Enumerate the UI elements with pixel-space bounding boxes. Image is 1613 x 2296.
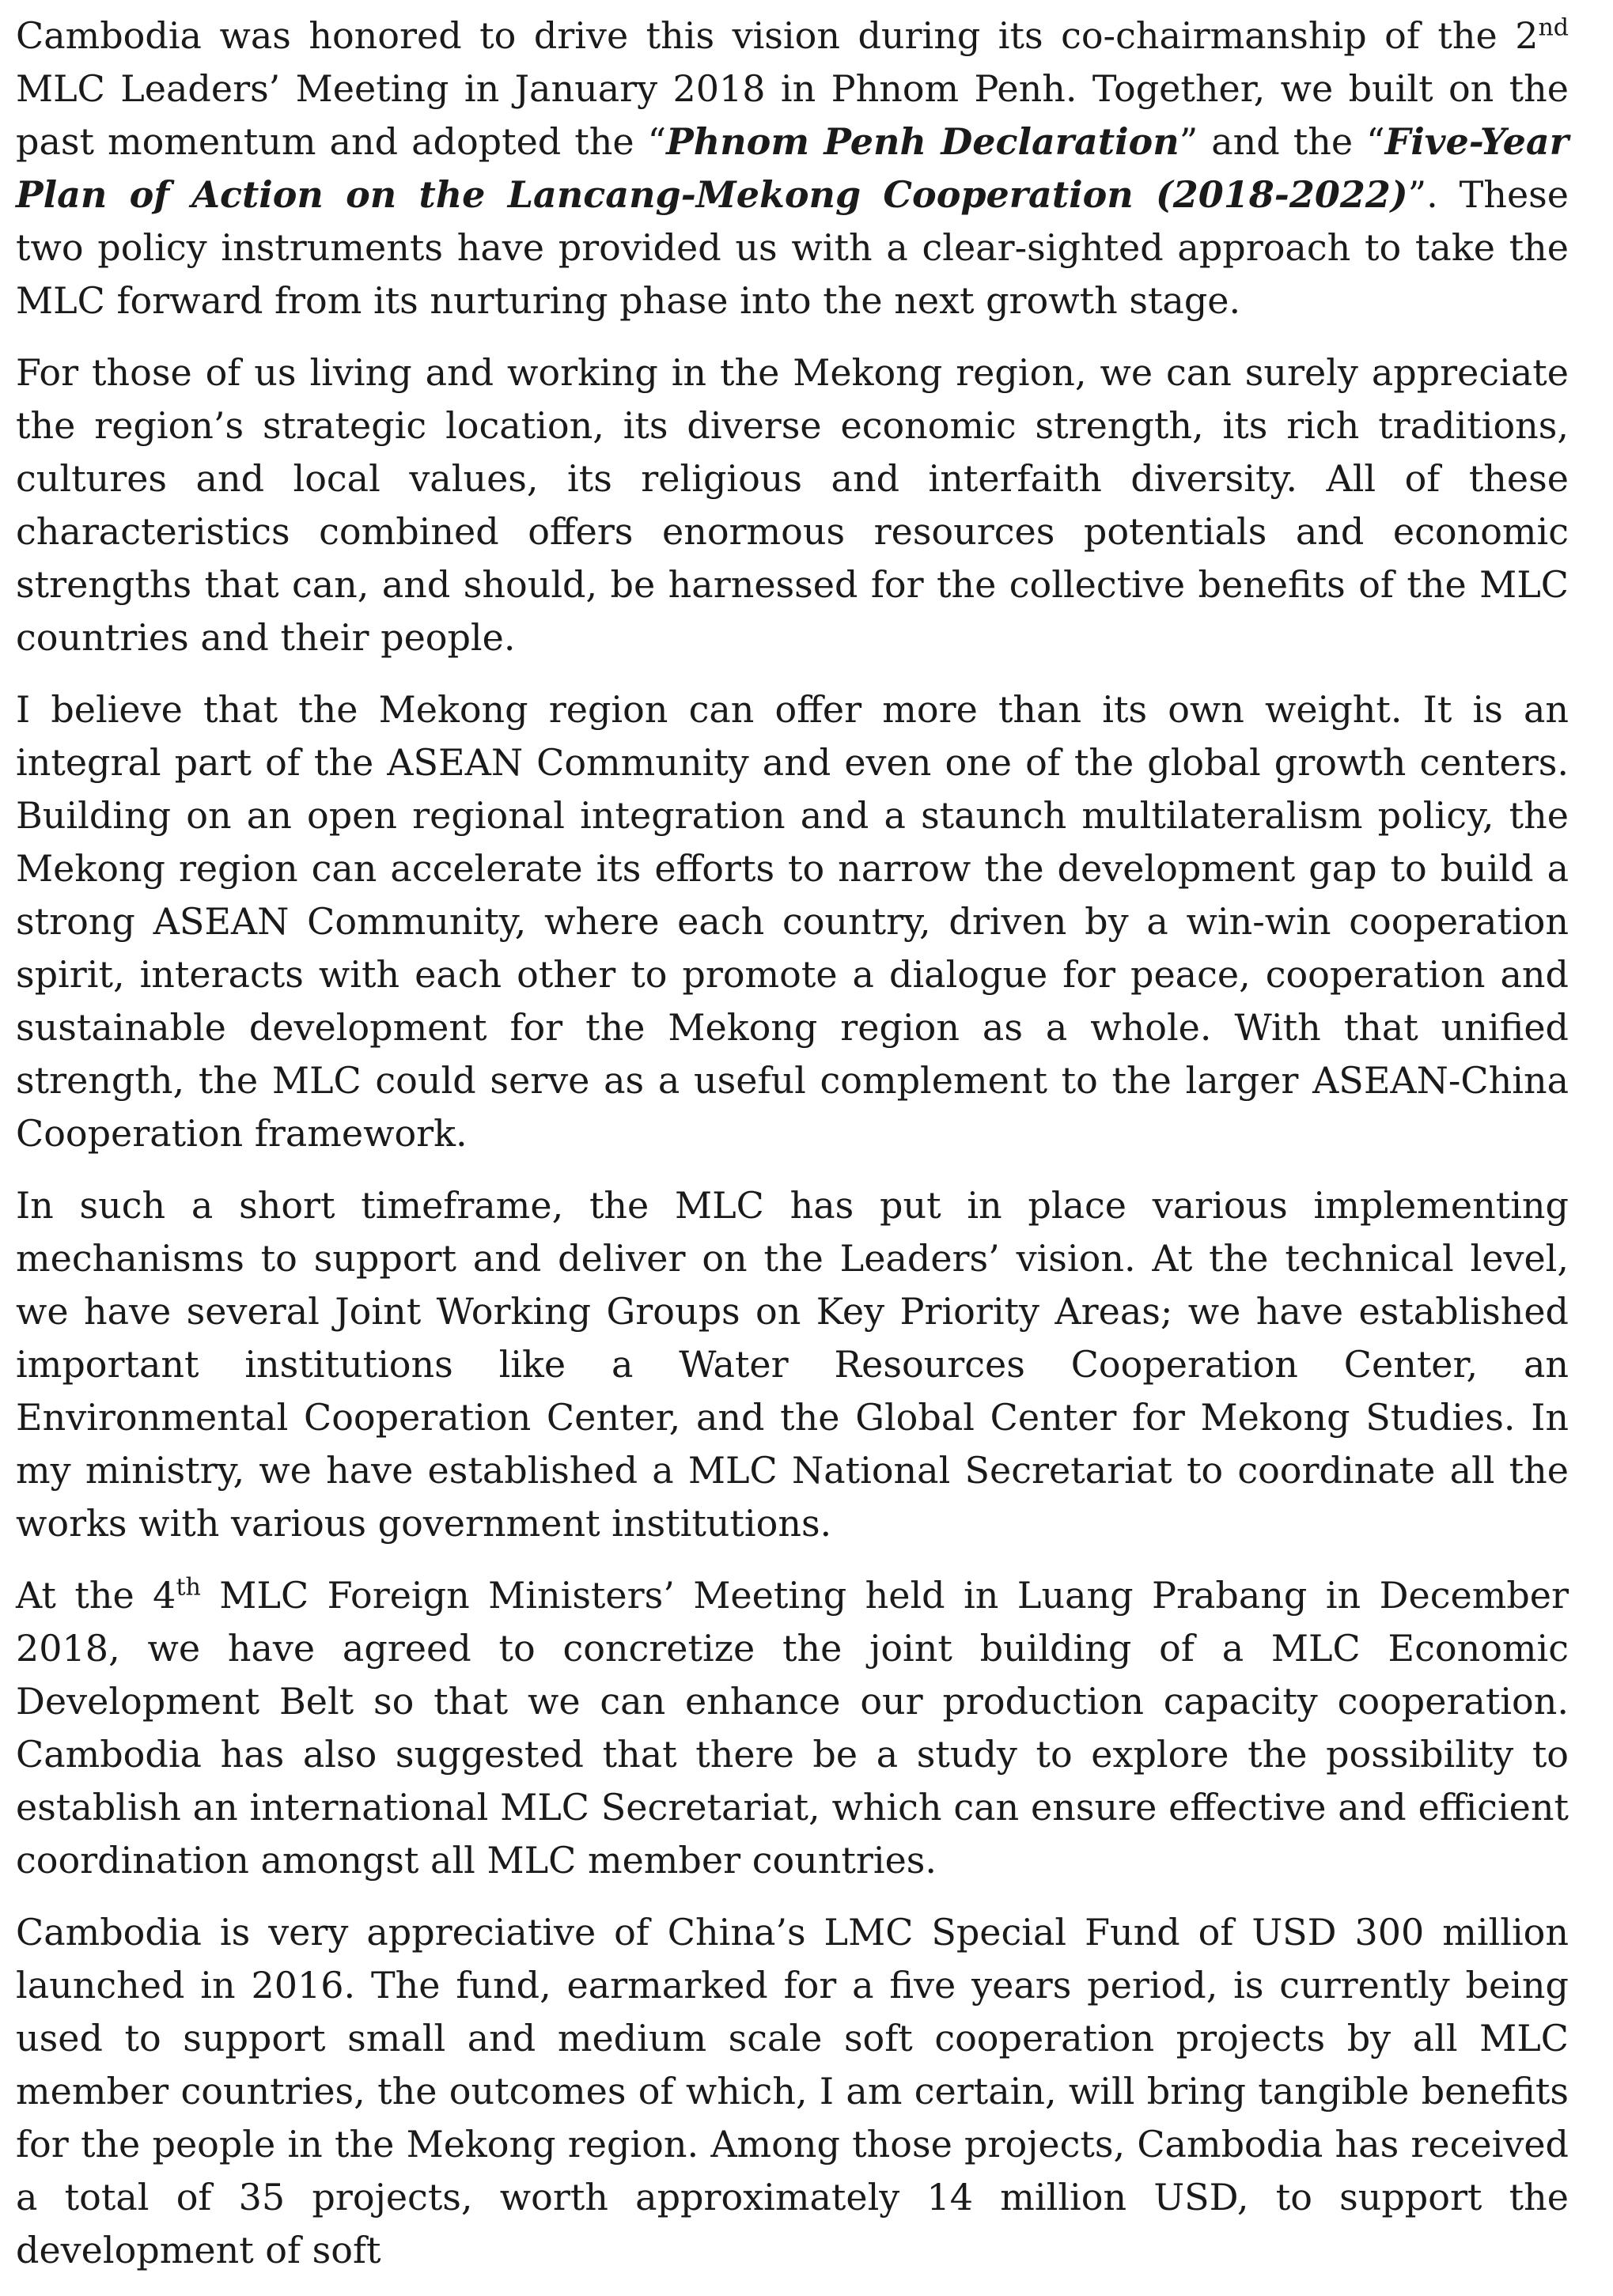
ordinal-suffix: nd <box>1538 13 1569 42</box>
paragraph-5-text-a: At the 4 <box>16 1574 176 1617</box>
paragraph-1-text-d: ”. These two policy instruments have provided us with a clear-sighted approach to take the MLC forward from its nurturing phase into the next growth stage. <box>16 173 1569 322</box>
paragraph-5-text-b: MLC Foreign Ministers’ Meeting held in Luang Prabang in December 2018, we have agreed to concretize the joint building of a MLC Economic Development Belt so that we can enhance our production capacity cooperation. Cambodia has also suggested that there be a study to explore the possibility to establish an international MLC Secretariat, which can ensure effective and efficient coordination amongst all MLC member countries. <box>16 1574 1569 1882</box>
paragraph-2: For those of us living and working in the Mekong region, we can surely appreciate the region’s strategic location, its diverse economic strength, its rich traditions, cultures and local values, its religious and interfaith diversity. All of these characteristics combined offers enormous resources potentials and economic strengths that can, and should, be harnessed for the collective benefits of the MLC countries and their people. <box>16 351 1569 659</box>
paragraph-1-text-a: Cambodia was honored to drive this vision during its co-chairmanship of the 2 <box>16 14 1539 57</box>
declaration-title: Phnom Penh Declaration <box>666 120 1179 163</box>
paragraph-1 <box>16 9 1569 327</box>
paragraph-3: I believe that the Mekong region can offer more than its own weight. It is an integral part of the ASEAN Community and even one of the global growth centers. Building on an open regional integration and a staunch multilateralism policy, the Mekong region can accelerate its efforts to narrow the development gap to build a strong ASEAN Community, where each country, driven by a win-win cooperation spirit, interacts with each other to promote a dialogue for peace, cooperation and sustainable development for the Mekong region as a whole. With that unified strength, the MLC could serve as a useful complement to the larger ASEAN-China Cooperation framework. <box>16 688 1569 1155</box>
paragraph-6: Cambodia is very appreciative of China’s LMC Special Fund of USD 300 million launched in 2016. The fund, earmarked for a five years period, is currently being used to support small and medium scale soft cooperation projects by all MLC member countries, the outcomes of which, I am certain, will bring tangible benefits for the people in the Mekong region. Among those projects, Cambodia has received a total of 35 projects, worth approximately 14 million USD, to support the development of soft <box>16 1911 1569 2271</box>
paragraph-4: In such a short timeframe, the MLC has put in place various implementing mechanisms to support and deliver on the Leaders’ vision. At the technical level, we have several Joint Working Groups on Key Priority Areas; we have established important institutions like a Water Resources Cooperation Center, an Environmental Cooperation Center, and the Global Center for Mekong Studies. In my ministry, we have established a MLC National Secretariat to coordinate all the works with various government institutions. <box>16 1184 1569 1545</box>
paragraph-1-text-c: ” and the “ <box>1179 120 1385 163</box>
plan-of-action-title: Five-Year Plan of Action on the Lancang-Mekong Cooperation (2018-2022) <box>16 120 1569 216</box>
paragraph-5 <box>16 1569 1569 1887</box>
paragraph-1-text-b: MLC Leaders’ Meeting in January 2018 in Phnom Penh. Together, we built on the past momentum and adopted the “ <box>16 67 1569 163</box>
document-page <box>16 9 1569 2296</box>
ordinal-suffix: th <box>176 1573 201 1602</box>
